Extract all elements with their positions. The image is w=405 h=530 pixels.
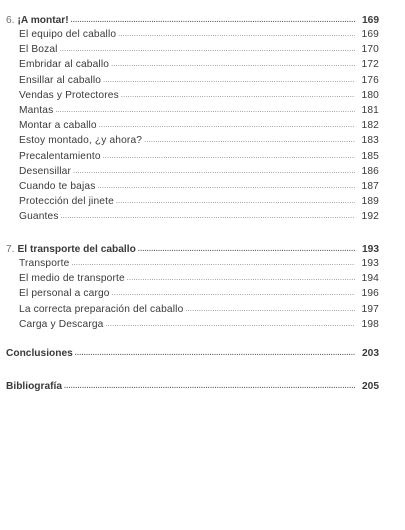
page-number: 180	[361, 90, 379, 101]
toc-section-entry[interactable]	[19, 286, 379, 300]
toc-section-entry[interactable]	[19, 179, 379, 193]
page-number: 197	[361, 304, 379, 315]
chapter-number: 7.	[6, 244, 15, 255]
chapter-number: 6.	[6, 15, 15, 26]
chapter-title: ¡A montar!	[17, 15, 69, 26]
page-number: 172	[361, 59, 379, 70]
page-number: 186	[361, 166, 379, 177]
toc-section-entry[interactable]	[19, 194, 379, 208]
page-number: 169	[362, 15, 379, 26]
dot-leader	[99, 122, 355, 130]
toc-section-entry[interactable]	[19, 271, 379, 285]
dot-leader	[103, 77, 355, 85]
section-title: Precalentamiento	[19, 151, 101, 162]
toc-section-entry[interactable]	[19, 317, 379, 331]
toc-chapter-entry[interactable]	[6, 242, 379, 256]
section-title: Transporte	[19, 258, 70, 269]
toc-section-entry[interactable]	[19, 57, 379, 71]
dot-leader	[138, 246, 355, 254]
dot-leader	[185, 306, 355, 314]
section-title: Embridar al caballo	[19, 59, 110, 70]
page-number: 193	[361, 258, 379, 269]
page-number: 198	[361, 319, 379, 330]
toc-section-entry[interactable]	[19, 42, 379, 56]
page-number: 196	[361, 288, 379, 299]
dot-leader	[118, 31, 355, 39]
page-number: 170	[361, 44, 379, 55]
dot-leader	[60, 46, 355, 54]
toc-section-entry[interactable]	[19, 164, 379, 178]
section-title: Desensillar	[19, 166, 72, 177]
dot-leader	[73, 168, 355, 176]
dot-leader	[112, 290, 355, 298]
section-title: El medio de transporte	[19, 273, 125, 284]
page-number: 189	[361, 196, 379, 207]
toc-section-entry[interactable]	[19, 302, 379, 316]
page-number: 194	[361, 273, 379, 284]
dot-leader	[97, 183, 355, 191]
section-title: El equipo del caballo	[19, 29, 117, 40]
section-title: Vendas y Protectores	[19, 90, 119, 101]
section-title: Carga y Descarga	[19, 319, 104, 330]
section-title: Estoy montado, ¿y ahora?	[19, 135, 143, 146]
section-title: Protección del jinete	[19, 196, 114, 207]
section-title: Ensillar al caballo	[19, 75, 102, 86]
dot-leader	[61, 213, 355, 221]
page-number: 183	[361, 135, 379, 146]
section-title: Mantas	[19, 105, 54, 116]
section-title: El Bozal	[19, 44, 58, 55]
page-number: 192	[361, 211, 379, 222]
page-number: 181	[361, 105, 379, 116]
toc-section-entry[interactable]	[19, 209, 379, 223]
page-number: 187	[361, 181, 379, 192]
toc-end-entry[interactable]	[6, 379, 379, 393]
dot-leader	[55, 107, 355, 115]
toc-end-entry[interactable]	[6, 346, 379, 360]
page-number: 193	[362, 244, 379, 255]
dot-leader	[144, 137, 355, 145]
toc-section-entry[interactable]	[19, 149, 379, 163]
page-number: 176	[361, 75, 379, 86]
page-number: 182	[361, 120, 379, 131]
dot-leader	[64, 383, 355, 391]
section-title: Guantes	[19, 211, 59, 222]
dot-leader	[121, 92, 355, 100]
end-matter-title: Bibliografía	[6, 381, 63, 392]
toc-section-entry[interactable]	[19, 133, 379, 147]
page-number: 169	[361, 29, 379, 40]
toc-section-entry[interactable]	[19, 103, 379, 117]
toc-section-entry[interactable]	[19, 118, 379, 132]
section-title: Montar a caballo	[19, 120, 97, 131]
dot-leader	[71, 260, 355, 268]
dot-leader	[127, 275, 355, 283]
section-title: La correcta preparación del caballo	[19, 304, 184, 315]
chapter-title: El transporte del caballo	[17, 244, 136, 255]
dot-leader	[103, 153, 355, 161]
dot-leader	[75, 350, 355, 358]
toc-section-entry[interactable]	[19, 256, 379, 270]
dot-leader	[106, 321, 355, 329]
toc-section-entry[interactable]	[19, 73, 379, 87]
section-title: Cuando te bajas	[19, 181, 96, 192]
page-number: 185	[361, 151, 379, 162]
page-number: 205	[362, 381, 379, 392]
end-matter-title: Conclusiones	[6, 348, 73, 359]
toc-chapter-entry[interactable]	[6, 13, 379, 27]
dot-leader	[111, 61, 355, 69]
dot-leader	[116, 198, 355, 206]
toc-section-entry[interactable]	[19, 27, 379, 41]
page-number: 203	[362, 348, 379, 359]
toc-section-entry[interactable]	[19, 88, 379, 102]
dot-leader	[71, 17, 355, 25]
section-title: El personal a cargo	[19, 288, 110, 299]
